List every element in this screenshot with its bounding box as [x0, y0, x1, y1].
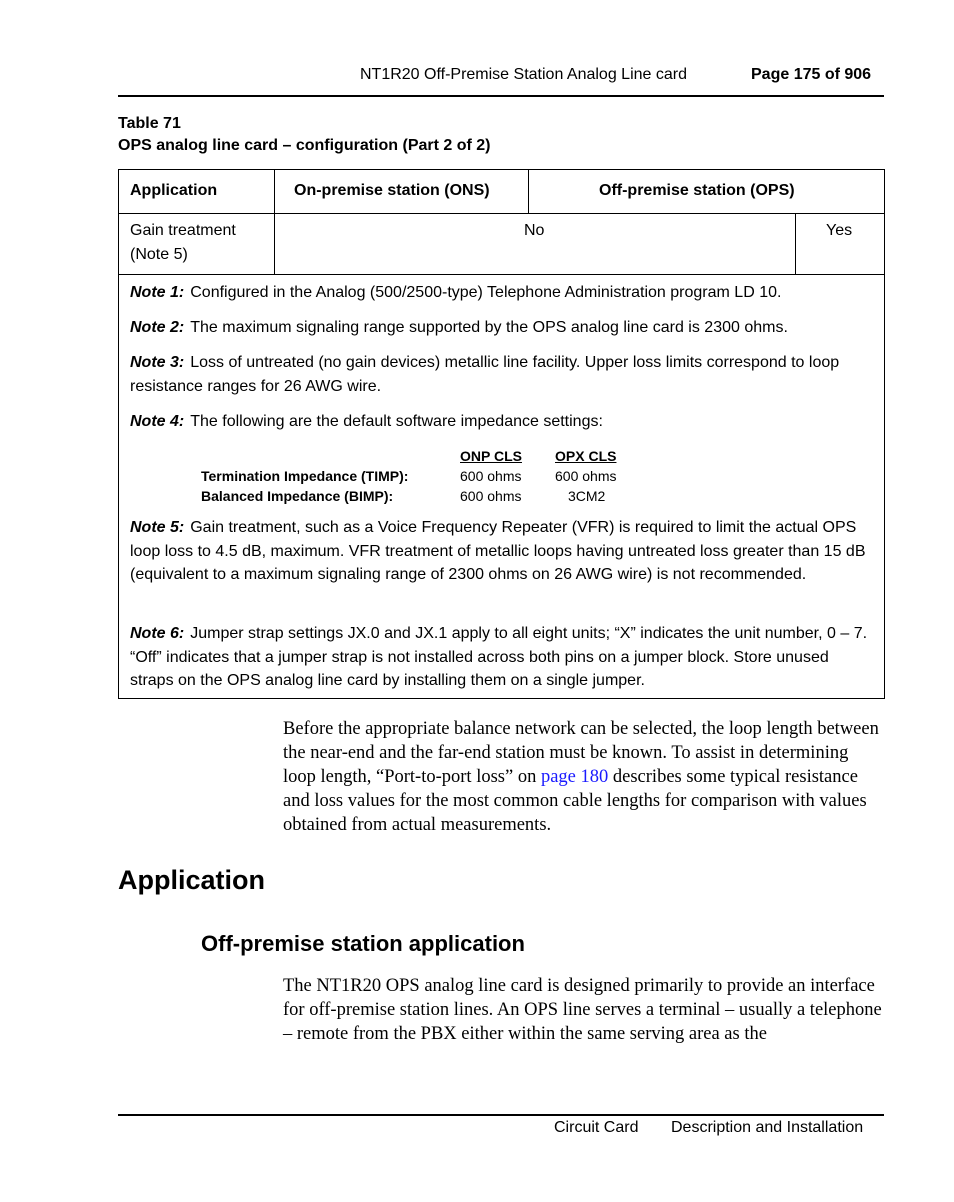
table-title: OPS analog line card – configuration (Part 2 of 2) [118, 137, 491, 154]
row-ops-value: Yes [826, 222, 853, 239]
note-5 [130, 516, 875, 587]
table-header-divider [118, 213, 885, 214]
impedance-row-label: Termination Impedance (TIMP): [201, 468, 409, 484]
note-text: Configured in the Analog (500/2500-type) Telephone Administration program LD 10. [190, 284, 782, 301]
page-number-text: Page 175 of 906 [751, 66, 872, 83]
footer-left: Circuit Card [554, 1119, 639, 1136]
note-text: Gain treatment, such as a Voice Frequency Repeater (VFR) is required to limit the actual OPS loop loss to 4.5 dB, maximum. VFR treatment of metallic loops having untreated loss greater than 15 dB (equivalent to a maximum signaling range of 2300 ohms on 26 AWG wire) is not recommended. [130, 519, 866, 583]
note-4 [130, 410, 875, 434]
note-text: The maximum signaling range supported by the OPS analog line card is 2300 ohms. [190, 319, 788, 336]
col-divider-1 [274, 169, 275, 275]
note-6 [130, 622, 875, 693]
footer-right: Description and Installation [671, 1119, 864, 1136]
section-heading-application: Application [118, 865, 265, 895]
subsection-heading-ops-application: Off-premise station application [201, 931, 525, 956]
row-application-line2: (Note 5) [130, 246, 188, 263]
note-1 [130, 281, 875, 305]
note-text: The following are the default software impedance settings: [190, 413, 603, 430]
paragraph-text: Before the appropriate balance network can be selected, the loop length between the near-end and the far-end station must be known. To assist in determining loop length, “Port-to-port loss” on [283, 719, 879, 787]
row-ons-value: No [524, 222, 545, 239]
col-divider-3 [795, 213, 796, 275]
note-label: Note 2: [130, 319, 185, 336]
note-text: Jumper strap settings JX.0 and JX.1 apply to all eight units; “X” indicates the unit number, 0 – 7. “Off” indicates that a jumper strap is not installed across both pins on a jumper block. Store unused straps on the OPS analog line card by installing them on a single jumper. [130, 625, 868, 689]
column-header-ons: On-premise station (ONS) [294, 182, 490, 199]
table-number: Table 71 [118, 115, 181, 132]
body-paragraph-1 [283, 717, 885, 837]
impedance-row-label: Balanced Impedance (BIMP): [201, 488, 394, 504]
page-180-link[interactable]: page 180 [540, 767, 609, 787]
config-table [118, 169, 885, 699]
col-divider-2 [528, 169, 529, 214]
header-rule [118, 95, 884, 97]
impedance-col-onp: ONP CLS [460, 448, 522, 464]
note-label: Note 6: [130, 625, 185, 642]
note-label: Note 5: [130, 519, 185, 536]
note-label: Note 3: [130, 354, 185, 371]
page-number [751, 66, 871, 84]
table-row-divider [118, 274, 885, 275]
impedance-col-opx: OPX CLS [555, 448, 617, 464]
impedance-row-opx: 3CM2 [568, 488, 606, 504]
impedance-row-onp: 600 ohms [460, 468, 522, 484]
footer-rule [118, 1114, 884, 1116]
note-label: Note 1: [130, 284, 185, 301]
row-application-line1: Gain treatment [130, 222, 236, 239]
paragraph-text: describes some typical resistance and loss values for the most common cable lengths for comparison with values obtained from actual measurements. [283, 767, 867, 835]
body-paragraph-2: The NT1R20 OPS analog line card is designed primarily to provide an interface for off-premise station lines. An OPS line serves a terminal – usually a telephone – remote from the PBX either within the same serving area as the [283, 976, 882, 1044]
note-2 [130, 316, 875, 340]
impedance-row-opx: 600 ohms [555, 468, 617, 484]
note-label: Note 4: [130, 413, 185, 430]
note-3 [130, 351, 875, 398]
running-header-title: NT1R20 Off-Premise Station Analog Line card [360, 66, 687, 83]
note-text: Loss of untreated (no gain devices) metallic line facility. Upper loss limits correspond to loop resistance ranges for 26 AWG wire. [130, 354, 840, 395]
column-header-application: Application [130, 182, 218, 199]
column-header-ops: Off-premise station (OPS) [599, 182, 795, 199]
impedance-row-onp: 600 ohms [460, 488, 522, 504]
